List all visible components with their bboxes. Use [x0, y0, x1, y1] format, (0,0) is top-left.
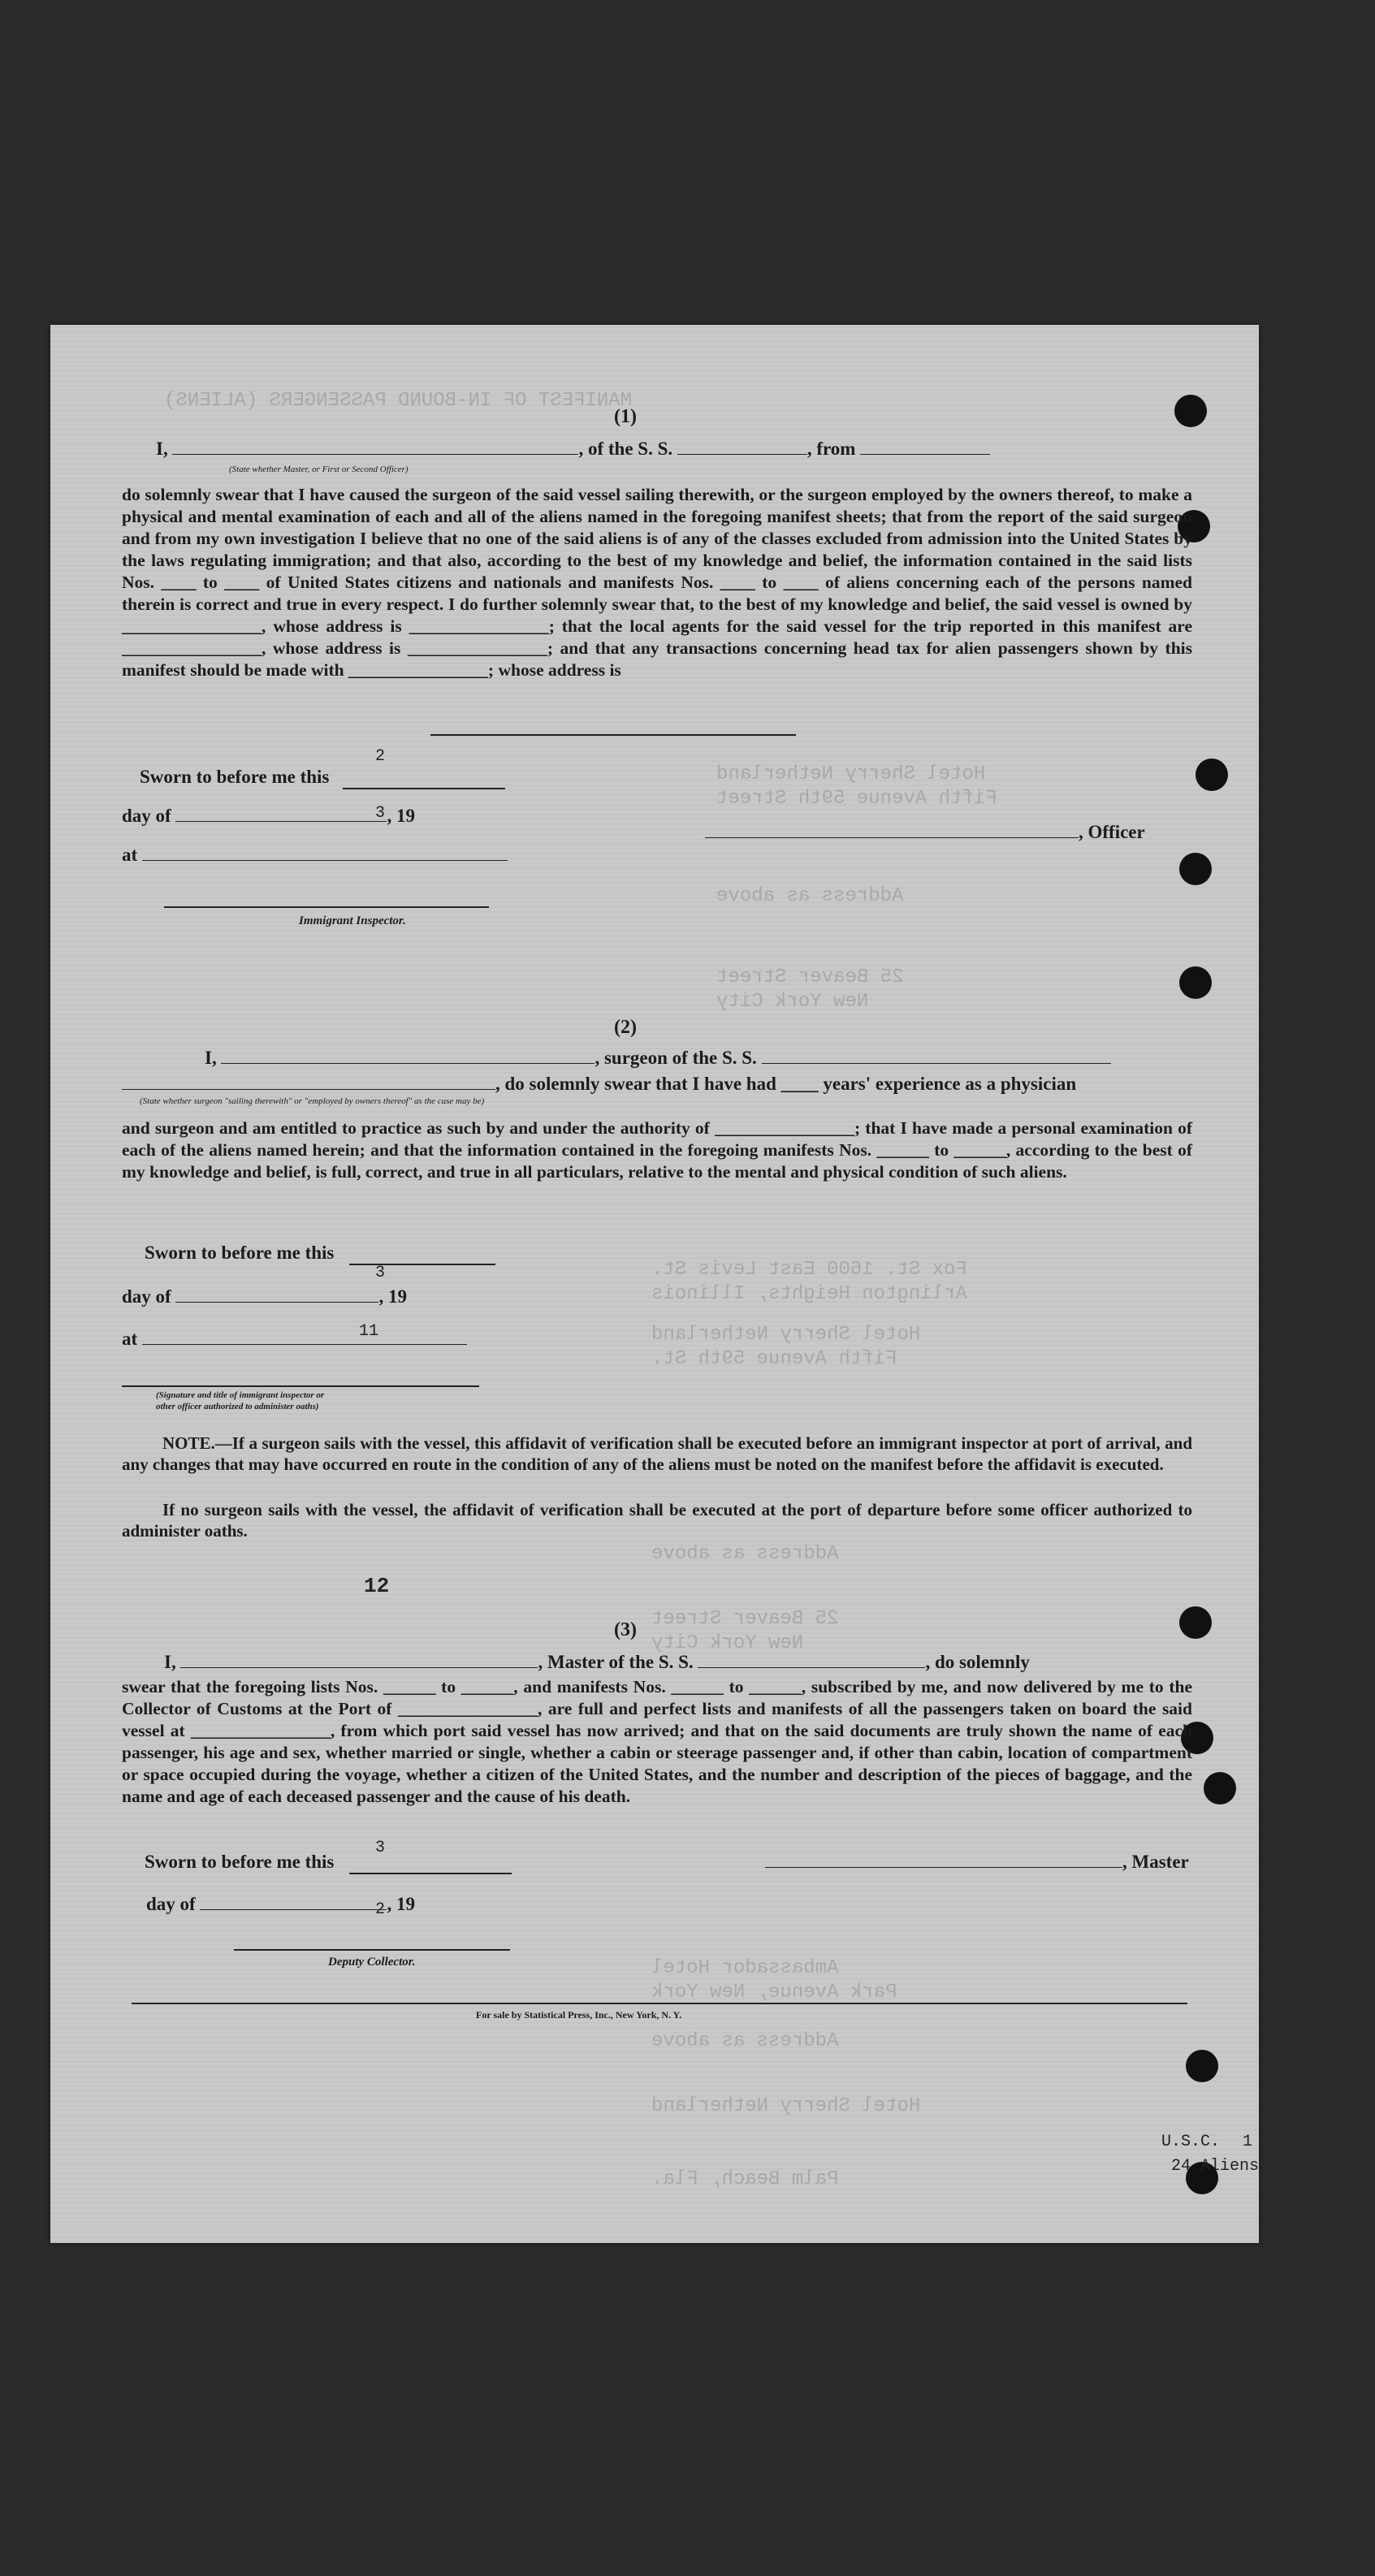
section-2-oath: and surgeon and am entitled to practice as such by and under the authority of ________________; that I have made a personal examination of each of the aliens named herein; and that the information contained in the foregoing manifests Nos. ______ to ______, according to the best of my knowledge and belief, is full, correct, and true in all particulars, relative to the mental and physical condition of such aliens. — [122, 1118, 1192, 1182]
note-paragraph-1: NOTE.—If a surgeon sails with the vessel, this affidavit of verification shall be executed before an immigrant inspector at port of arrival, and any changes that may have occurred en route in the condition of any of the aliens must be noted on the manifest before the affidavit is executed. — [122, 1433, 1192, 1474]
section-3-first-line — [164, 1652, 1030, 1673]
section-1-i: I, — [156, 439, 168, 459]
officer-label: , Officer — [1079, 822, 1145, 842]
section-2-first-line — [205, 1048, 1111, 1069]
bleed-through-text: Fox St. 1600 East Levis St. — [651, 1259, 967, 1281]
master-ss-label: , Master of the S. S. — [538, 1652, 694, 1672]
vessel-blank — [677, 453, 807, 455]
note-paragraph-2: If no surgeon sails with the vessel, the affidavit of verification shall be executed at the port of departure before some officer authorized to administer oaths. — [122, 1500, 1192, 1541]
bleed-through-text: 25 Beaver Street — [651, 1608, 839, 1630]
handwritten-margin-2: U.S.C. — [1161, 2133, 1221, 2151]
section-1-day-of — [122, 806, 415, 827]
printer-credit: For sale by Statistical Press, Inc., New York, N. Y. — [476, 2009, 682, 2021]
section-3-oath: swear that the foregoing lists Nos. ______ to ______, and manifests Nos. ______ to ______, subscribed by me, and now delivered by me to the Collector of Customs at the Port of ________________, are full and perfect lists and manifests of all the passengers taken on board the said vessel at ________________, from which port said vessel has now arrived; and that on the said documents are truly shown the name of each passenger, his age and sex, whether married or single, whether a cabin or steerage passenger and, if other than cabin, location of compartment or space occupied during the voyage, whether a citizen of the United States, and the number and description of the pieces of baggage, and the name and age of each deceased passenger and the cause of his death. — [122, 1677, 1192, 1806]
punch-hole — [1196, 759, 1228, 791]
at-label: at — [122, 845, 138, 865]
punch-hole — [1179, 966, 1212, 999]
surgeon-ss-label: , surgeon of the S. S. — [595, 1048, 757, 1068]
bleed-through-text: Arlington Heights, Illinois — [651, 1283, 967, 1305]
from-blank — [860, 453, 990, 455]
bleed-through-text: Address as above — [651, 1543, 839, 1565]
section-1-from-label: , from — [806, 439, 856, 459]
surgeon-name-blank — [221, 1062, 595, 1064]
handwritten-at: 11 — [359, 1322, 379, 1341]
day-of-label: day of — [122, 1286, 171, 1307]
at-blank — [142, 1343, 467, 1345]
signature-caption-1: (Signature and title of immigrant inspector or — [156, 1390, 325, 1400]
handwritten-day: 2 — [375, 747, 386, 766]
punch-hole — [1174, 395, 1207, 427]
day-of-label: day of — [146, 1894, 196, 1914]
section-1-sworn: Sworn to before me this — [140, 767, 330, 787]
bleed-through-text: Fifth Avenue 59th Street — [716, 788, 997, 810]
bleed-through-text: New York City — [716, 991, 869, 1013]
section-2-i: I, — [205, 1048, 217, 1068]
collector-signature-line — [234, 1949, 510, 1951]
at-blank — [142, 859, 508, 861]
punch-hole — [1179, 1606, 1212, 1639]
deputy-collector-caption: Deputy Collector. — [328, 1956, 416, 1969]
section-1-officer — [705, 822, 1145, 843]
section-1-ss-label: , of the S. S. — [578, 439, 673, 459]
sworn-blank — [349, 1264, 495, 1265]
section-2-second-line — [122, 1074, 1076, 1095]
section-1-first-line — [156, 439, 990, 460]
at-label: at — [122, 1329, 138, 1349]
bleed-through-text: Fifth Avenue 59th St. — [651, 1348, 897, 1370]
sworn-blank — [343, 788, 505, 789]
surgeon-vessel-blank — [762, 1062, 1111, 1064]
bleed-through-text: MANIFEST OF IN-BOUND PASSENGERS (ALIENS) — [164, 390, 633, 412]
signature-caption-2: other officer authorized to administer oaths) — [156, 1402, 319, 1411]
footer-rule — [132, 2003, 1187, 2004]
handwritten-margin-3: 24 Aliens — [1171, 2157, 1260, 2176]
handwritten-day: 3 — [375, 1264, 386, 1282]
punch-hole — [1179, 853, 1212, 885]
handwritten-margin-1: 1 — [1243, 2133, 1253, 2151]
section-2-day-of — [122, 1286, 407, 1307]
handwritten-day-number: 3 — [375, 804, 386, 823]
sworn-blank — [349, 1873, 512, 1874]
master-vessel-blank — [698, 1666, 925, 1668]
section-3-sworn: Sworn to before me this — [145, 1852, 335, 1872]
bleed-through-text: Park Avenue, New York — [651, 1982, 897, 2003]
handwritten-day-number: 2 — [375, 1900, 386, 1919]
punch-hole — [1186, 2050, 1218, 2082]
immigrant-inspector-caption: Immigrant Inspector. — [299, 914, 406, 927]
master-name-blank — [180, 1666, 538, 1668]
day-blank — [175, 1301, 378, 1303]
do-solemnly-label: , do solemnly — [925, 1652, 1030, 1672]
bleed-through-text: Address as above — [716, 885, 904, 907]
handwritten-mark: 12 — [364, 1574, 390, 1598]
inspector-signature-line — [164, 906, 489, 908]
section-1-rule — [430, 734, 796, 736]
bleed-through-text: 25 Beaver Street — [716, 966, 904, 988]
section-1-number: (1) — [614, 406, 637, 427]
handwritten-day: 3 — [375, 1839, 386, 1857]
surgeon-status-blank — [122, 1088, 495, 1090]
section-1-subcaption: (State whether Master, or First or Second Officer) — [229, 465, 409, 474]
section-3-i: I, — [164, 1652, 176, 1672]
experience-text: , do solemnly swear that I have had ____ years' experience as a physician — [495, 1074, 1077, 1094]
signature-line — [122, 1385, 479, 1387]
section-1-at — [122, 845, 508, 866]
manifest-page — [50, 325, 1259, 2243]
officer-blank — [705, 836, 1079, 838]
day-blank — [175, 820, 387, 822]
name-blank — [172, 453, 578, 455]
bleed-through-text: Palm Beach, Fla. — [651, 2168, 839, 2190]
year-label: , 19 — [387, 806, 415, 826]
section-1-oath: do solemnly swear that I have caused the surgeon of the said vessel sailing therewith, or the surgeon employed by the owners thereof, to make a physical and mental examination of each and all of the aliens named in the foregoing manifest sheets; that from the report of the said surgeon and from my own investigation I believe that no one of the said aliens is of any of the classes excluded from admission into the United States by the laws regulating immigration; and that also, according to the best of my knowledge and belief, the information contained in the said lists Nos. ____ to ____ of United States citizens and nationals and manifests Nos. ____ to ____ of aliens concerning each of the persons named therein is correct and true in every respect. I do further solemnly swear that, to the best of my knowledge and belief, the said vessel is owned by ________________, whose address is ________________; that the local agents for the said vessel for the trip reported in this manifest are ________________, whose address is ________________; and that any transactions concerning head tax for alien passengers shown by this manifest should be made with ________________; whose address is — [122, 485, 1192, 680]
section-2-number: (2) — [614, 1017, 637, 1038]
section-3-number: (3) — [614, 1619, 637, 1640]
section-2-sworn: Sworn to before me this — [145, 1243, 335, 1263]
bleed-through-text: New York City — [651, 1632, 804, 1654]
bleed-through-text: Hotel Sherry Netherland — [716, 763, 986, 785]
bleed-through-text: Hotel Sherry Netherland — [651, 1324, 921, 1346]
section-2-at — [122, 1329, 467, 1350]
bleed-through-text: Address as above — [651, 2030, 839, 2052]
section-2-subcaption: (State whether surgeon "sailing therewith" or "employed by owners thereof" as the case may be) — [140, 1096, 485, 1106]
punch-hole — [1204, 1772, 1236, 1804]
year-label: , 19 — [387, 1894, 415, 1914]
year-label: , 19 — [378, 1286, 407, 1307]
section-3-master — [765, 1852, 1189, 1873]
master-label: , Master — [1122, 1852, 1189, 1872]
day-of-label: day of — [122, 806, 171, 826]
master-signature-blank — [765, 1866, 1122, 1868]
bleed-through-text: Hotel Sherry Netherland — [651, 2095, 921, 2117]
day-blank — [200, 1908, 387, 1910]
bleed-through-text: Ambassador Hotel — [651, 1957, 839, 1979]
